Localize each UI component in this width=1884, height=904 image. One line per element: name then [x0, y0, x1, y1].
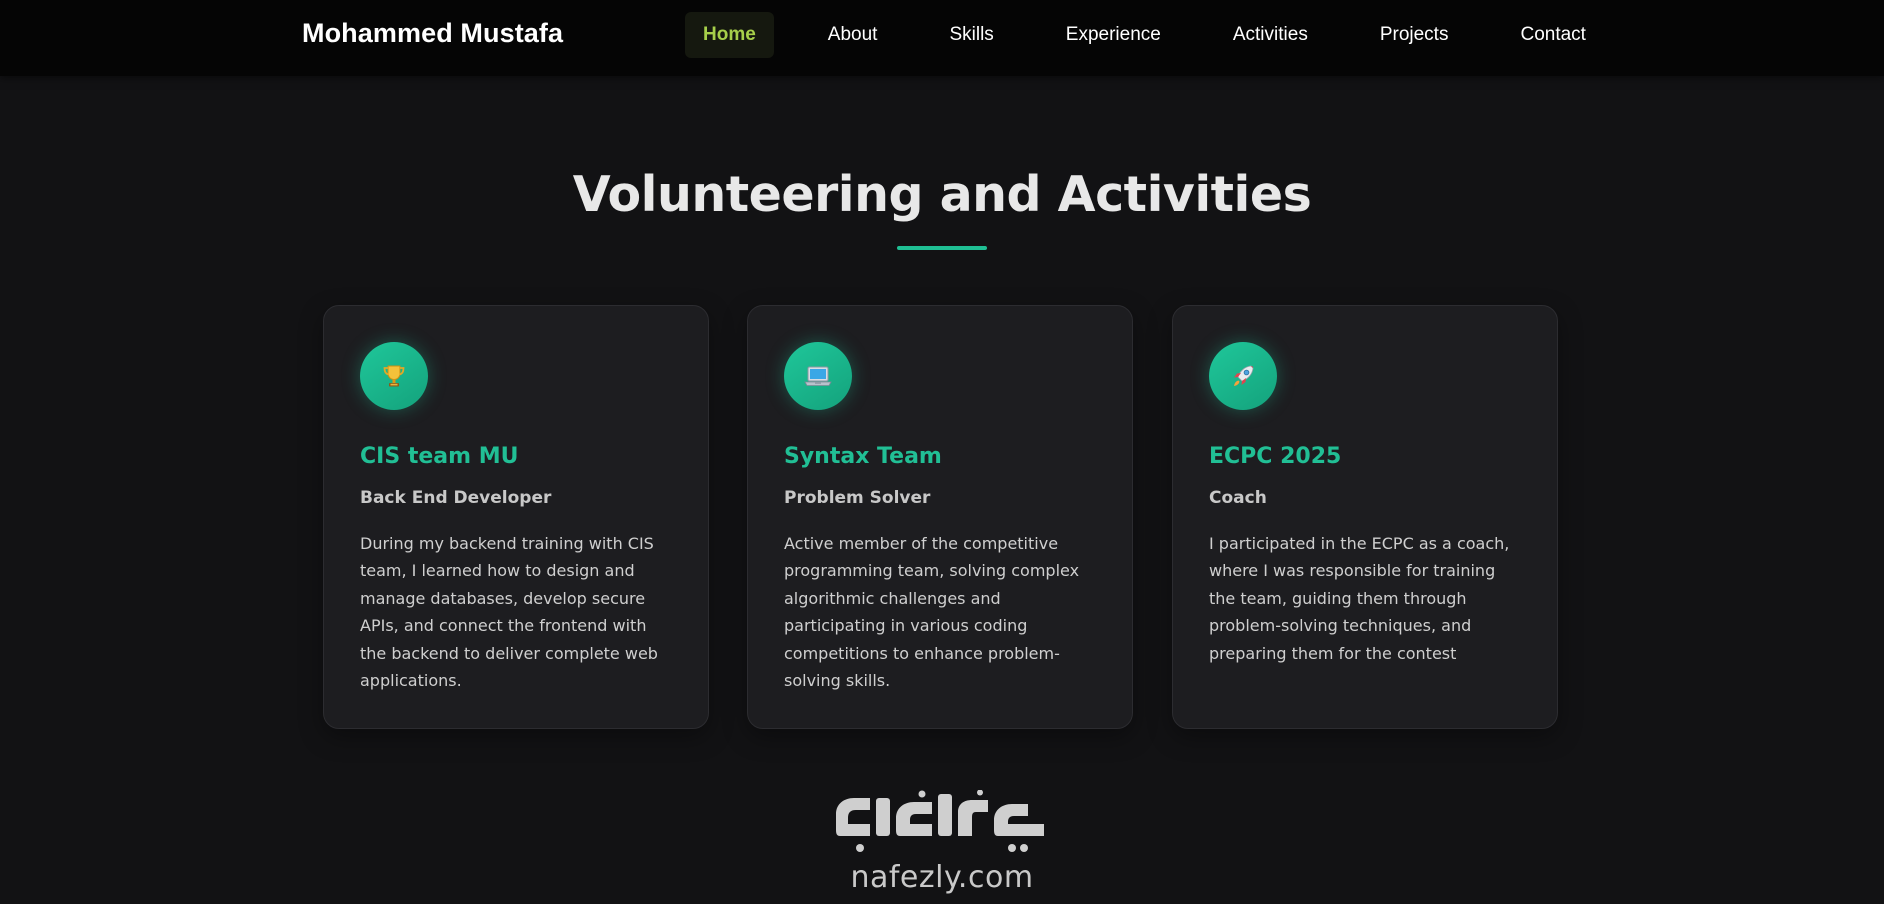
activity-card-syntax	[747, 305, 1133, 729]
activity-card-cis	[323, 305, 709, 729]
nav-menu	[685, 12, 1604, 58]
activity-card-ecpc	[1172, 305, 1558, 729]
nav-link-activities[interactable]: Activities	[1232, 24, 1308, 45]
nav-link-home[interactable]: Home	[685, 12, 774, 58]
card-role: Coach	[1209, 488, 1267, 508]
laptop-icon	[784, 342, 852, 410]
trophy-icon	[360, 342, 428, 410]
nav-link-skills[interactable]: Skills	[949, 24, 994, 45]
nav-link-about[interactable]: About	[827, 24, 878, 45]
section-title: Volunteering and Activities	[572, 166, 1312, 223]
watermark	[800, 790, 1084, 904]
nav-link-projects[interactable]: Projects	[1379, 24, 1449, 45]
watermark-text: nafezly.com	[850, 860, 1034, 895]
nav-link-experience[interactable]: Experience	[1065, 24, 1161, 45]
navbar	[0, 0, 1884, 76]
title-underline	[897, 246, 987, 250]
nafezly-logo-icon	[800, 790, 1084, 860]
card-role: Back End Developer	[360, 488, 552, 508]
rocket-icon	[1209, 342, 1277, 410]
card-description: During my backend training with CIS team, I learned how to design and manage databases, develop secure APIs, and connect the frontend with the backend to deliver complete web applications.	[360, 534, 658, 691]
nav-link-contact[interactable]: Contact	[1520, 24, 1586, 45]
card-title: Syntax Team	[784, 444, 942, 469]
card-description: I participated in the ECPC as a coach, where I was responsible for training the team, guiding them through problem-solving techniques, and preparing them for the contest	[1209, 534, 1510, 663]
card-title: ECPC 2025	[1209, 444, 1342, 469]
card-title: CIS team MU	[360, 444, 519, 469]
brand-name[interactable]: Mohammed Mustafa	[302, 18, 564, 48]
card-description: Active member of the competitive programming team, solving complex algorithmic challenges and participating in various coding competitions to enhance problem-solving skills.	[784, 534, 1080, 691]
card-role: Problem Solver	[784, 488, 931, 508]
